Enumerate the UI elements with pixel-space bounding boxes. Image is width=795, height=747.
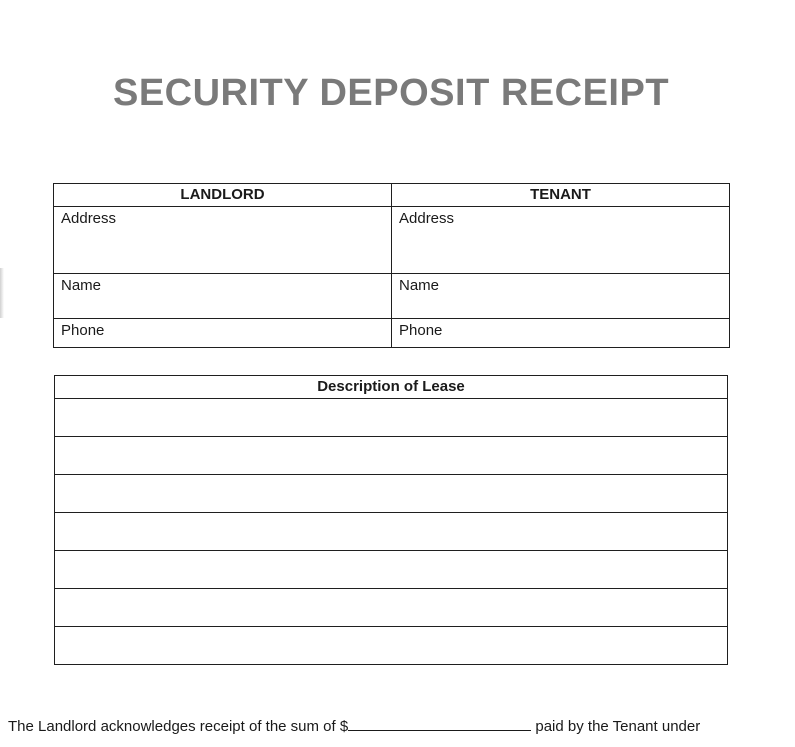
lease-line-2[interactable] — [55, 437, 728, 475]
lease-row — [55, 551, 728, 589]
landlord-name-label: Name — [61, 277, 102, 294]
document-title: SECURITY DEPOSIT RECEIPT — [112, 72, 670, 114]
tenant-name-label: Name — [399, 277, 440, 294]
acknowledgement-after: paid by the Tenant under — [531, 718, 701, 735]
lease-row — [55, 627, 728, 665]
lease-line-5[interactable] — [55, 551, 728, 589]
lease-row — [55, 437, 728, 475]
tenant-address-label: Address — [399, 210, 455, 227]
phone-row — [54, 319, 730, 348]
tenant-header: TENANT — [392, 184, 730, 207]
landlord-address-label: Address — [61, 210, 117, 227]
tenant-phone-field[interactable] — [392, 319, 730, 348]
landlord-phone-field[interactable] — [54, 319, 392, 348]
tenant-name-field[interactable] — [392, 274, 730, 319]
acknowledgement-text — [8, 716, 700, 735]
lease-row — [55, 589, 728, 627]
parties-header-row — [54, 184, 730, 207]
lease-line-6[interactable] — [55, 589, 728, 627]
name-row — [54, 274, 730, 319]
lease-line-3[interactable] — [55, 475, 728, 513]
parties-table — [53, 183, 730, 348]
lease-row — [55, 475, 728, 513]
amount-blank-field[interactable] — [348, 716, 531, 731]
lease-header-row — [55, 376, 728, 399]
lease-line-7[interactable] — [55, 627, 728, 665]
lease-description-table — [54, 375, 728, 665]
landlord-address-field[interactable] — [54, 207, 392, 274]
lease-header: Description of Lease — [55, 376, 728, 399]
lease-line-4[interactable] — [55, 513, 728, 551]
tenant-address-field[interactable] — [392, 207, 730, 274]
address-row — [54, 207, 730, 274]
landlord-phone-label: Phone — [61, 322, 105, 339]
landlord-name-field[interactable] — [54, 274, 392, 319]
landlord-header: LANDLORD — [54, 184, 392, 207]
acknowledgement-before: The Landlord acknowledges receipt of the sum of $ — [8, 718, 349, 735]
lease-row — [55, 513, 728, 551]
lease-line-1[interactable] — [55, 399, 728, 437]
tenant-phone-label: Phone — [399, 322, 443, 339]
page-edge-shadow — [0, 268, 4, 318]
lease-row — [55, 399, 728, 437]
